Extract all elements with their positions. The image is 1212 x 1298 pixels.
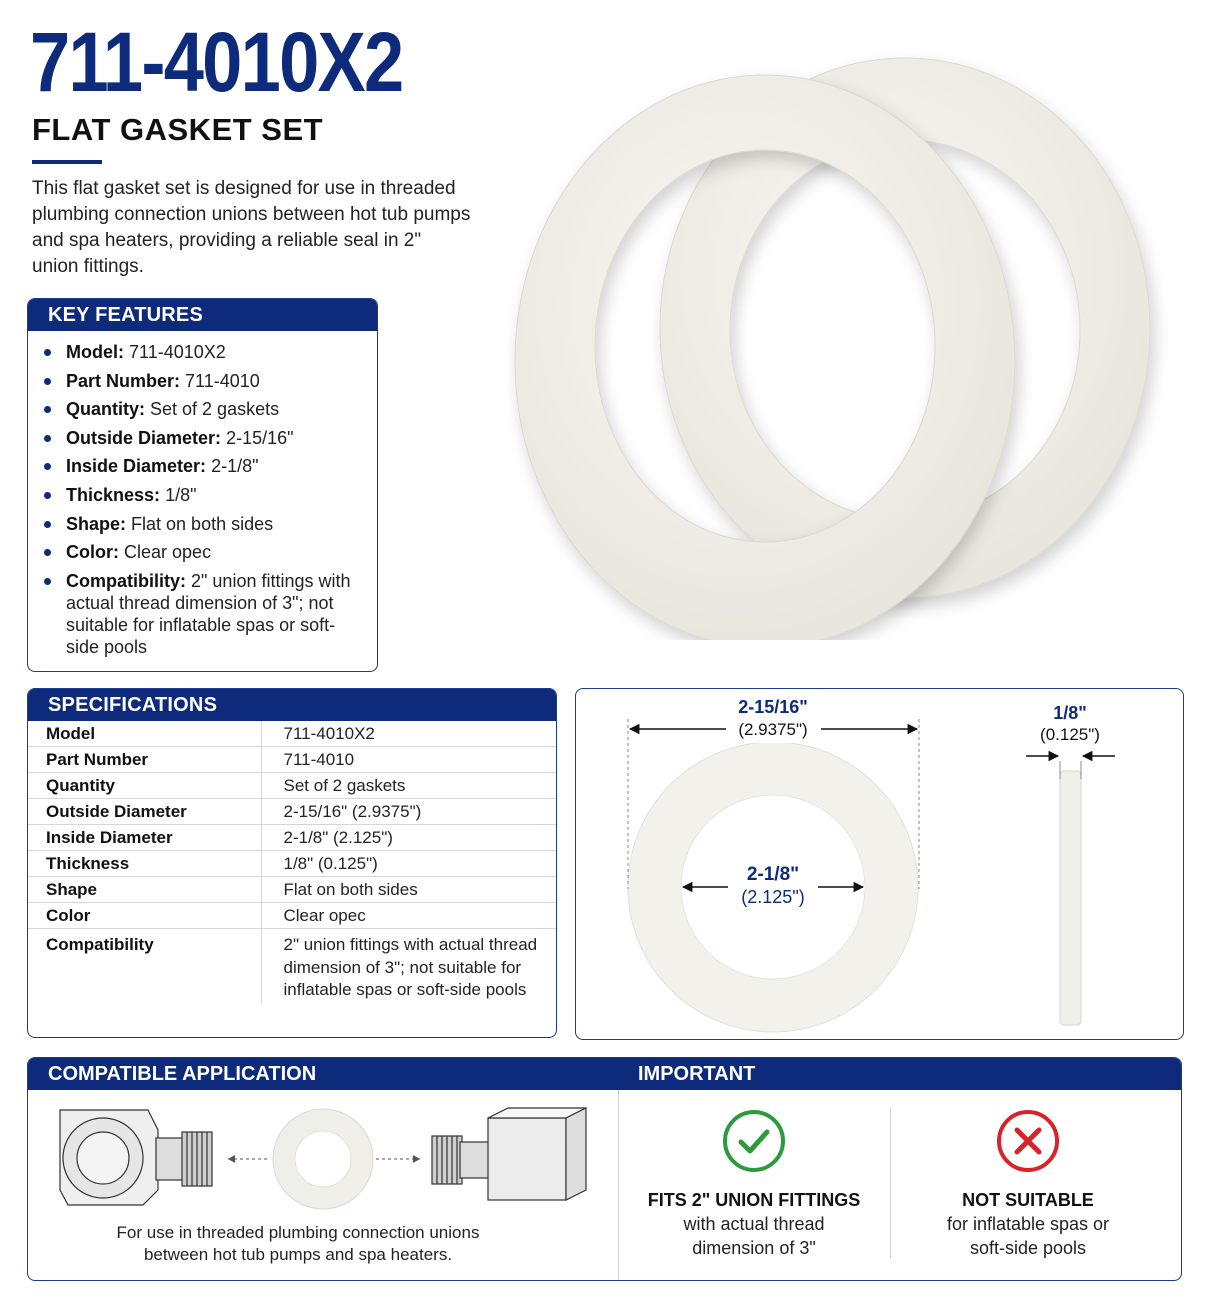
spec-value: Clear opec (261, 903, 556, 929)
product-subtitle: FLAT GASKET SET (32, 112, 324, 147)
spec-row (28, 929, 556, 1004)
feature-value: Flat on both sides (131, 513, 274, 534)
feature-item (44, 455, 365, 477)
thickness-label: 1/8" (1053, 703, 1087, 723)
title-underline (32, 160, 102, 164)
heater-icon (432, 1108, 586, 1200)
spec-row (28, 773, 556, 799)
thickness-decimal: (0.125") (1040, 725, 1100, 744)
key-features-heading: KEY FEATURES (28, 299, 377, 331)
feature-value: Set of 2 gaskets (150, 399, 280, 420)
outer-diameter-decimal: (2.9375") (738, 720, 808, 739)
outer-diameter-label: 2-15/16" (738, 697, 808, 717)
feature-label: Color: (66, 542, 119, 563)
feature-value: Clear opec (124, 542, 212, 563)
feature-value: 2-15/16" (226, 427, 294, 448)
feature-item (44, 484, 365, 506)
spec-key: Model (28, 721, 261, 747)
feature-label: Compatibility: (66, 570, 186, 591)
feature-value: 1/8" (165, 484, 197, 505)
pump-gasket-heater-illustration (48, 1100, 588, 1218)
not-suitable-text: for inflatable spas or soft-side pools (946, 1214, 1110, 1258)
feature-label: Model: (66, 342, 124, 362)
dimensions-diagram-panel (575, 688, 1184, 1040)
spec-row (28, 851, 556, 877)
spec-value: Flat on both sides (261, 877, 556, 903)
spec-value: 2-15/16" (2.9375") (261, 799, 556, 825)
feature-label: Inside Diameter: (66, 456, 207, 477)
specifications-heading: SPECIFICATIONS (28, 689, 556, 721)
spec-key: Color (28, 903, 261, 929)
spec-value: 2-1/8" (2.125") (261, 825, 556, 851)
feature-item (44, 513, 365, 535)
application-caption: For use in threaded plumbing connection unions between hot tub pumps and spa heaters. (116, 1223, 480, 1264)
spec-value: 2" union fittings with actual thread dimension of 3"; not suitable for inflatable spas or soft-side pools (283, 935, 538, 999)
feature-item (44, 341, 365, 363)
product-model-title: 711-4010X2 (30, 15, 403, 109)
spec-key: Compatibility (28, 929, 261, 1004)
inner-diameter-decimal: (2.125") (741, 887, 805, 907)
inner-diameter-label: 2-1/8" (746, 864, 800, 885)
feature-item (44, 427, 365, 449)
feature-label: Outside Diameter: (66, 427, 222, 448)
key-features-list (28, 331, 377, 658)
spec-key: Part Number (28, 747, 261, 773)
spec-row (28, 903, 556, 929)
spec-key: Thickness (28, 851, 261, 877)
feature-label: Thickness: (66, 484, 161, 505)
spec-row (28, 747, 556, 773)
spec-value: 711-4010X2 (261, 721, 556, 747)
spec-key: Inside Diameter (28, 825, 261, 851)
check-icon (721, 1108, 787, 1174)
spec-key: Outside Diameter (28, 799, 261, 825)
feature-label: Quantity: (66, 399, 145, 420)
fits-title: FITS 2" UNION FITTINGS (647, 1190, 861, 1210)
side-view-gasket (1060, 771, 1081, 1025)
dimensions-diagram (576, 689, 1184, 1040)
feature-label: Shape: (66, 513, 127, 534)
spec-row (28, 799, 556, 825)
intro-text: This flat gasket set is designed for use in threaded plumbing connection unions between hot tub pumps and spa heaters, providing a reliable seal in 2" union fittings. (32, 178, 471, 277)
not-suitable-info (892, 1108, 1164, 1260)
feature-value: 711-4010X2 (129, 342, 226, 362)
pump-icon (60, 1110, 212, 1205)
x-icon (995, 1108, 1061, 1174)
spec-key: Quantity (28, 773, 261, 799)
spec-row (28, 877, 556, 903)
spec-key: Shape (28, 877, 261, 903)
important-divider (890, 1108, 891, 1258)
gasket-icon (273, 1109, 373, 1209)
specifications-table (28, 721, 556, 1004)
feature-item (44, 370, 365, 392)
fits-info (618, 1108, 890, 1260)
fits-text: with actual thread dimension of 3" (683, 1214, 825, 1258)
spec-value: 711-4010 (261, 747, 556, 773)
spec-row (28, 721, 556, 747)
feature-value: 2-1/8" (211, 456, 259, 477)
feature-value: 711-4010 (185, 370, 260, 391)
not-suitable-title: NOT SUITABLE (962, 1190, 1094, 1210)
key-features-panel (27, 298, 378, 672)
feature-item (44, 541, 365, 563)
feature-item (44, 398, 365, 420)
feature-label: Part Number: (66, 370, 181, 391)
compatible-application-heading: COMPATIBLE APPLICATION (48, 1063, 317, 1085)
spec-value: Set of 2 gaskets (261, 773, 556, 799)
important-heading: IMPORTANT (638, 1063, 756, 1085)
gasket-pair-image (500, 40, 1180, 640)
feature-item (44, 570, 365, 658)
specifications-panel (27, 688, 557, 1038)
application-important-panel (27, 1057, 1182, 1281)
feature-value: 2" union fittings with actual thread dimension of 3"; not suitable for inflatable spas or soft-side pools (66, 570, 351, 657)
spec-row (28, 825, 556, 851)
spec-value: 1/8" (0.125") (261, 851, 556, 877)
